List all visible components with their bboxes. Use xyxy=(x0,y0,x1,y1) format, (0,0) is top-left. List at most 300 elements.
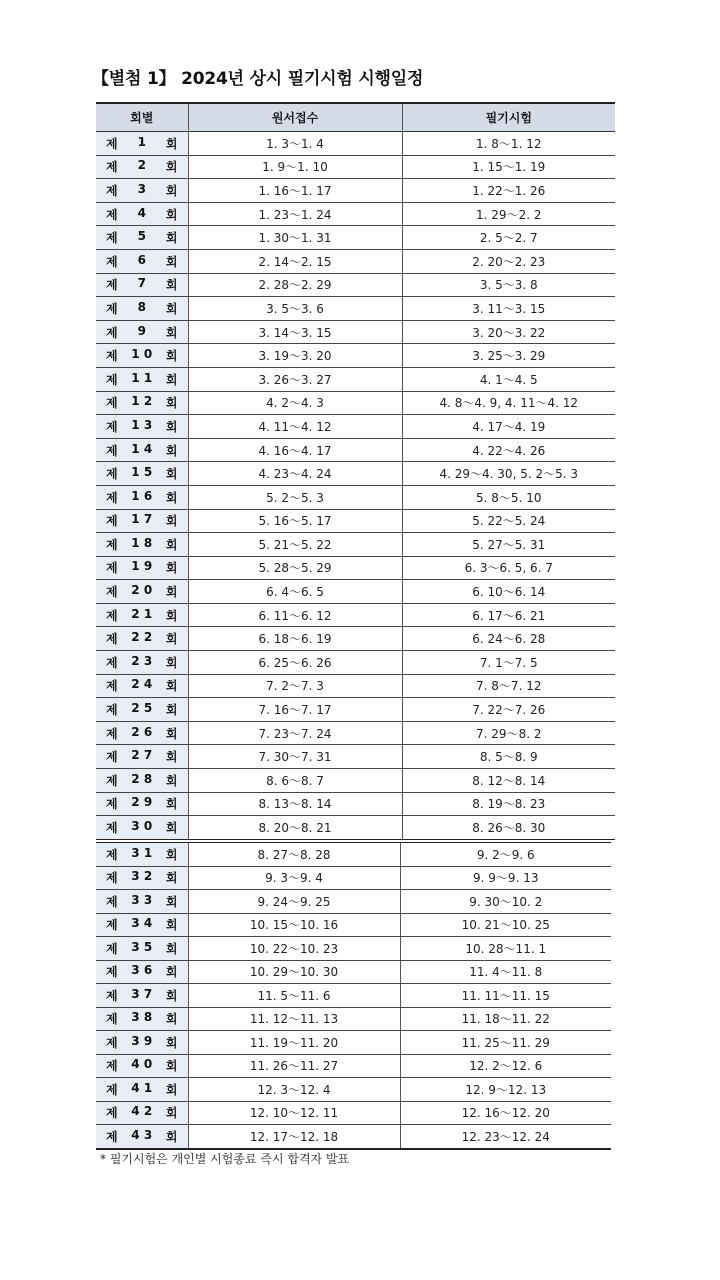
round-prefix: 제 xyxy=(106,585,118,600)
exam-period: 2. 5～2. 7 xyxy=(402,226,615,250)
round-label xyxy=(96,677,188,694)
application-period: 5. 21～5. 22 xyxy=(188,533,402,557)
round-label xyxy=(96,893,188,910)
round-label xyxy=(96,253,188,270)
round-suffix: 회 xyxy=(165,1059,178,1074)
application-period: 1. 16～1. 17 xyxy=(188,179,402,203)
round-suffix: 회 xyxy=(165,679,178,694)
round-label xyxy=(96,940,188,957)
round-label xyxy=(96,371,188,388)
round-number: 3 7 xyxy=(131,986,153,1001)
round-prefix: 제 xyxy=(106,988,118,1003)
table-row xyxy=(96,1101,611,1125)
round-prefix: 제 xyxy=(106,443,118,458)
round-label xyxy=(96,206,188,223)
round-prefix: 제 xyxy=(106,301,118,316)
round-cell xyxy=(96,1031,188,1055)
round-prefix: 제 xyxy=(106,703,118,718)
exam-period: 6. 3～6. 5, 6. 7 xyxy=(402,556,615,580)
round-cell xyxy=(96,179,188,203)
round-number: 3 xyxy=(137,181,146,196)
round-prefix: 제 xyxy=(106,918,118,933)
round-number: 3 4 xyxy=(131,916,153,931)
round-prefix: 제 xyxy=(106,467,118,482)
footnote: * 필기시험은 개인별 시험종료 즉시 합격자 발표 xyxy=(100,1152,350,1166)
table-row xyxy=(96,627,615,651)
table-header-row xyxy=(96,103,615,132)
round-prefix: 제 xyxy=(106,1082,118,1097)
round-number: 2 4 xyxy=(131,677,153,692)
round-label xyxy=(96,229,188,246)
round-cell xyxy=(96,792,188,816)
round-label xyxy=(96,182,188,199)
table-row xyxy=(96,391,615,415)
exam-period: 5. 22～5. 24 xyxy=(402,509,615,533)
round-number: 2 7 xyxy=(131,748,153,763)
round-prefix: 제 xyxy=(106,726,118,741)
round-prefix: 제 xyxy=(106,1035,118,1050)
round-label xyxy=(96,512,188,529)
table-row xyxy=(96,1054,611,1078)
schedule-table-page-1 xyxy=(96,102,615,840)
round-number: 4 1 xyxy=(131,1080,153,1095)
header-application: 원서접수 xyxy=(188,103,402,132)
round-label xyxy=(96,536,188,553)
table-row xyxy=(96,913,611,937)
round-suffix: 회 xyxy=(165,254,178,269)
table-row xyxy=(96,556,615,580)
table-row xyxy=(96,1125,611,1149)
round-suffix: 회 xyxy=(165,894,178,909)
table-row xyxy=(96,816,615,840)
round-number: 1 6 xyxy=(131,488,153,503)
application-period: 3. 19～3. 20 xyxy=(188,344,402,368)
round-suffix: 회 xyxy=(165,231,178,246)
table-row xyxy=(96,320,615,344)
round-label xyxy=(96,158,188,175)
application-period: 5. 28～5. 29 xyxy=(188,556,402,580)
table-row xyxy=(96,367,615,391)
round-suffix: 회 xyxy=(165,561,178,576)
page-title: 【별첨 1】 2024년 상시 필기시험 시행일정 xyxy=(92,69,424,89)
round-label xyxy=(96,963,188,980)
round-label xyxy=(96,987,188,1004)
round-cell xyxy=(96,367,188,391)
table-row xyxy=(96,273,615,297)
round-cell xyxy=(96,984,188,1008)
application-period: 3. 26～3. 27 xyxy=(188,367,402,391)
exam-period: 5. 27～5. 31 xyxy=(402,533,615,557)
round-suffix: 회 xyxy=(165,918,178,933)
round-number: 8 xyxy=(137,299,146,314)
round-cell xyxy=(96,580,188,604)
round-suffix: 회 xyxy=(165,467,178,482)
round-number: 1 3 xyxy=(131,417,153,432)
round-cell xyxy=(96,1007,188,1031)
table-row xyxy=(96,344,615,368)
round-prefix: 제 xyxy=(106,514,118,529)
application-period: 1. 9～1. 10 xyxy=(188,155,402,179)
exam-period: 12. 9～12. 13 xyxy=(400,1078,611,1102)
application-period: 11. 5～11. 6 xyxy=(188,984,400,1008)
round-suffix: 회 xyxy=(165,726,178,741)
round-cell xyxy=(96,391,188,415)
exam-period: 3. 25～3. 29 xyxy=(402,344,615,368)
application-period: 10. 15～10. 16 xyxy=(188,913,400,937)
round-prefix: 제 xyxy=(106,847,118,862)
round-prefix: 제 xyxy=(106,1129,118,1144)
table-row xyxy=(96,745,615,769)
round-suffix: 회 xyxy=(165,941,178,956)
table-row xyxy=(96,155,615,179)
table-row xyxy=(96,533,615,557)
table-row xyxy=(96,415,615,439)
round-cell xyxy=(96,890,188,914)
table-row xyxy=(96,698,615,722)
table-row xyxy=(96,580,615,604)
round-suffix: 회 xyxy=(165,537,178,552)
round-prefix: 제 xyxy=(106,1106,118,1121)
round-suffix: 회 xyxy=(165,988,178,1003)
exam-period: 6. 10～6. 14 xyxy=(402,580,615,604)
round-number: 2 0 xyxy=(131,583,153,598)
exam-period: 7. 29～8. 2 xyxy=(402,721,615,745)
exam-period: 12. 23～12. 24 xyxy=(400,1125,611,1149)
round-cell xyxy=(96,698,188,722)
round-suffix: 회 xyxy=(165,372,178,387)
round-prefix: 제 xyxy=(106,254,118,269)
round-number: 3 2 xyxy=(131,869,153,884)
exam-period: 6. 24～6. 28 xyxy=(402,627,615,651)
round-suffix: 회 xyxy=(165,136,178,151)
application-period: 5. 2～5. 3 xyxy=(188,485,402,509)
round-number: 2 6 xyxy=(131,724,153,739)
round-prefix: 제 xyxy=(106,1012,118,1027)
application-period: 10. 29～10. 30 xyxy=(188,960,400,984)
round-cell xyxy=(96,721,188,745)
round-prefix: 제 xyxy=(106,632,118,647)
round-cell xyxy=(96,1054,188,1078)
round-label xyxy=(96,1034,188,1051)
round-number: 1 2 xyxy=(131,394,153,409)
round-number: 3 3 xyxy=(131,892,153,907)
round-label xyxy=(96,1081,188,1098)
round-number: 3 8 xyxy=(131,1010,153,1025)
round-suffix: 회 xyxy=(165,608,178,623)
round-prefix: 제 xyxy=(106,679,118,694)
round-prefix: 제 xyxy=(106,396,118,411)
round-cell xyxy=(96,1078,188,1102)
exam-period: 6. 17～6. 21 xyxy=(402,603,615,627)
exam-period: 11. 18～11. 22 xyxy=(400,1007,611,1031)
application-period: 6. 18～6. 19 xyxy=(188,627,402,651)
application-period: 1. 3～1. 4 xyxy=(188,132,402,156)
exam-period: 9. 9～9. 13 xyxy=(400,866,611,890)
exam-period: 8. 5～8. 9 xyxy=(402,745,615,769)
round-label xyxy=(96,1010,188,1027)
round-suffix: 회 xyxy=(165,871,178,886)
round-prefix: 제 xyxy=(106,537,118,552)
table-row xyxy=(96,843,611,867)
round-suffix: 회 xyxy=(165,632,178,647)
table-row xyxy=(96,674,615,698)
round-label xyxy=(96,276,188,293)
round-prefix: 제 xyxy=(106,750,118,765)
round-label xyxy=(96,324,188,341)
exam-period: 7. 1～7. 5 xyxy=(402,651,615,675)
round-prefix: 제 xyxy=(106,655,118,670)
round-number: 1 0 xyxy=(131,347,153,362)
round-label xyxy=(96,607,188,624)
round-label xyxy=(96,465,188,482)
round-number: 1 9 xyxy=(131,559,153,574)
application-period: 7. 30～7. 31 xyxy=(188,745,402,769)
round-label xyxy=(96,654,188,671)
round-label xyxy=(96,916,188,933)
round-label xyxy=(96,725,188,742)
table-row xyxy=(96,890,611,914)
table-row xyxy=(96,132,615,156)
round-cell xyxy=(96,1125,188,1149)
application-period: 7. 2～7. 3 xyxy=(188,674,402,698)
round-cell xyxy=(96,843,188,867)
exam-period: 3. 5～3. 8 xyxy=(402,273,615,297)
round-number: 3 1 xyxy=(131,845,153,860)
application-period: 4. 16～4. 17 xyxy=(188,438,402,462)
round-cell xyxy=(96,769,188,793)
round-suffix: 회 xyxy=(165,773,178,788)
exam-period: 9. 2～9. 6 xyxy=(400,843,611,867)
round-prefix: 제 xyxy=(106,160,118,175)
round-suffix: 회 xyxy=(165,847,178,862)
round-cell xyxy=(96,202,188,226)
round-prefix: 제 xyxy=(106,231,118,246)
application-period: 8. 13～8. 14 xyxy=(188,792,402,816)
round-cell xyxy=(96,485,188,509)
table-row xyxy=(96,438,615,462)
application-period: 5. 16～5. 17 xyxy=(188,509,402,533)
round-label xyxy=(96,394,188,411)
exam-period: 9. 30～10. 2 xyxy=(400,890,611,914)
round-cell xyxy=(96,155,188,179)
table-row xyxy=(96,960,611,984)
round-cell xyxy=(96,132,188,156)
round-prefix: 제 xyxy=(106,278,118,293)
round-suffix: 회 xyxy=(165,278,178,293)
table-row xyxy=(96,1007,611,1031)
application-period: 3. 5～3. 6 xyxy=(188,297,402,321)
round-cell xyxy=(96,226,188,250)
round-cell xyxy=(96,273,188,297)
application-period: 1. 30～1. 31 xyxy=(188,226,402,250)
application-period: 1. 23～1. 24 xyxy=(188,202,402,226)
exam-period: 3. 20～3. 22 xyxy=(402,320,615,344)
exam-period: 11. 25～11. 29 xyxy=(400,1031,611,1055)
exam-period: 4. 1～4. 5 xyxy=(402,367,615,391)
round-prefix: 제 xyxy=(106,349,118,364)
application-period: 7. 16～7. 17 xyxy=(188,698,402,722)
round-number: 4 2 xyxy=(131,1104,153,1119)
round-cell xyxy=(96,438,188,462)
round-number: 3 0 xyxy=(131,819,153,834)
table-row xyxy=(96,249,615,273)
round-suffix: 회 xyxy=(165,183,178,198)
table-row xyxy=(96,603,615,627)
round-cell xyxy=(96,415,188,439)
round-number: 1 4 xyxy=(131,441,153,456)
round-prefix: 제 xyxy=(106,608,118,623)
round-number: 2 8 xyxy=(131,771,153,786)
round-number: 4 xyxy=(137,205,146,220)
application-period: 3. 14～3. 15 xyxy=(188,320,402,344)
round-cell xyxy=(96,249,188,273)
round-label xyxy=(96,869,188,886)
round-prefix: 제 xyxy=(106,797,118,812)
round-number: 4 0 xyxy=(131,1057,153,1072)
round-suffix: 회 xyxy=(165,325,178,340)
round-cell xyxy=(96,509,188,533)
round-suffix: 회 xyxy=(165,443,178,458)
round-number: 2 1 xyxy=(131,606,153,621)
exam-period: 10. 21～10. 25 xyxy=(400,913,611,937)
round-suffix: 회 xyxy=(165,797,178,812)
exam-period: 7. 8～7. 12 xyxy=(402,674,615,698)
table-row xyxy=(96,721,615,745)
round-prefix: 제 xyxy=(106,419,118,434)
application-period: 11. 12～11. 13 xyxy=(188,1007,400,1031)
exam-period: 11. 11～11. 15 xyxy=(400,984,611,1008)
table-row xyxy=(96,179,615,203)
round-suffix: 회 xyxy=(165,301,178,316)
exam-period: 1. 8～1. 12 xyxy=(402,132,615,156)
application-period: 4. 2～4. 3 xyxy=(188,391,402,415)
application-period: 11. 19～11. 20 xyxy=(188,1031,400,1055)
round-suffix: 회 xyxy=(165,585,178,600)
round-cell xyxy=(96,462,188,486)
application-period: 8. 20～8. 21 xyxy=(188,816,402,840)
exam-period: 1. 29～2. 2 xyxy=(402,202,615,226)
exam-period: 1. 15～1. 19 xyxy=(402,155,615,179)
round-number: 3 5 xyxy=(131,939,153,954)
round-number: 5 xyxy=(137,229,146,244)
table-row xyxy=(96,485,615,509)
round-label xyxy=(96,1128,188,1145)
round-suffix: 회 xyxy=(165,1035,178,1050)
application-period: 12. 10～12. 11 xyxy=(188,1101,400,1125)
table-row xyxy=(96,202,615,226)
round-number: 1 7 xyxy=(131,512,153,527)
application-period: 2. 14～2. 15 xyxy=(188,249,402,273)
round-label xyxy=(96,1057,188,1074)
table-row xyxy=(96,462,615,486)
round-suffix: 회 xyxy=(165,349,178,364)
round-prefix: 제 xyxy=(106,561,118,576)
round-cell xyxy=(96,816,188,840)
round-label xyxy=(96,418,188,435)
round-cell xyxy=(96,1101,188,1125)
exam-period: 3. 11～3. 15 xyxy=(402,297,615,321)
exam-period: 2. 20～2. 23 xyxy=(402,249,615,273)
table-row xyxy=(96,866,611,890)
round-cell xyxy=(96,960,188,984)
round-number: 2 3 xyxy=(131,653,153,668)
application-period: 4. 11～4. 12 xyxy=(188,415,402,439)
table-row xyxy=(96,226,615,250)
round-number: 2 5 xyxy=(131,701,153,716)
round-label xyxy=(96,300,188,317)
round-label xyxy=(96,559,188,576)
round-number: 2 2 xyxy=(131,630,153,645)
round-suffix: 회 xyxy=(165,750,178,765)
round-label xyxy=(96,583,188,600)
table-row xyxy=(96,792,615,816)
exam-period: 4. 8～4. 9, 4. 11～4. 12 xyxy=(402,391,615,415)
table-row xyxy=(96,1078,611,1102)
application-period: 4. 23～4. 24 xyxy=(188,462,402,486)
round-suffix: 회 xyxy=(165,965,178,980)
table-row xyxy=(96,1031,611,1055)
round-suffix: 회 xyxy=(165,655,178,670)
round-number: 1 1 xyxy=(131,370,153,385)
round-cell xyxy=(96,320,188,344)
round-number: 6 xyxy=(137,252,146,267)
round-prefix: 제 xyxy=(106,136,118,151)
round-prefix: 제 xyxy=(106,1059,118,1074)
round-prefix: 제 xyxy=(106,821,118,836)
round-label xyxy=(96,135,188,152)
round-label xyxy=(96,489,188,506)
round-suffix: 회 xyxy=(165,490,178,505)
round-prefix: 제 xyxy=(106,207,118,222)
round-suffix: 회 xyxy=(165,396,178,411)
round-cell xyxy=(96,297,188,321)
round-suffix: 회 xyxy=(165,1012,178,1027)
application-period: 6. 11～6. 12 xyxy=(188,603,402,627)
exam-period: 11. 4～11. 8 xyxy=(400,960,611,984)
application-period: 12. 17～12. 18 xyxy=(188,1125,400,1149)
round-cell xyxy=(96,556,188,580)
round-number: 4 3 xyxy=(131,1127,153,1142)
round-cell xyxy=(96,651,188,675)
round-number: 1 xyxy=(137,134,146,149)
round-number: 7 xyxy=(137,276,146,291)
round-label xyxy=(96,819,188,836)
header-exam: 필기시험 xyxy=(402,103,615,132)
exam-period: 4. 17～4. 19 xyxy=(402,415,615,439)
round-number: 2 9 xyxy=(131,795,153,810)
round-cell xyxy=(96,603,188,627)
round-number: 1 8 xyxy=(131,535,153,550)
exam-period: 4. 29～4. 30, 5. 2～5. 3 xyxy=(402,462,615,486)
round-number: 9 xyxy=(137,323,146,338)
exam-period: 8. 26～8. 30 xyxy=(402,816,615,840)
round-label xyxy=(96,630,188,647)
round-suffix: 회 xyxy=(165,160,178,175)
application-period: 8. 27～8. 28 xyxy=(188,843,400,867)
exam-period: 8. 12～8. 14 xyxy=(402,769,615,793)
table-row xyxy=(96,984,611,1008)
exam-period: 10. 28～11. 1 xyxy=(400,937,611,961)
round-label xyxy=(96,772,188,789)
application-period: 6. 4～6. 5 xyxy=(188,580,402,604)
application-period: 12. 3～12. 4 xyxy=(188,1078,400,1102)
round-number: 2 xyxy=(137,158,146,173)
application-period: 6. 25～6. 26 xyxy=(188,651,402,675)
application-period: 10. 22～10. 23 xyxy=(188,937,400,961)
exam-period: 12. 2～12. 6 xyxy=(400,1054,611,1078)
application-period: 8. 6～8. 7 xyxy=(188,769,402,793)
exam-period: 12. 16～12. 20 xyxy=(400,1101,611,1125)
